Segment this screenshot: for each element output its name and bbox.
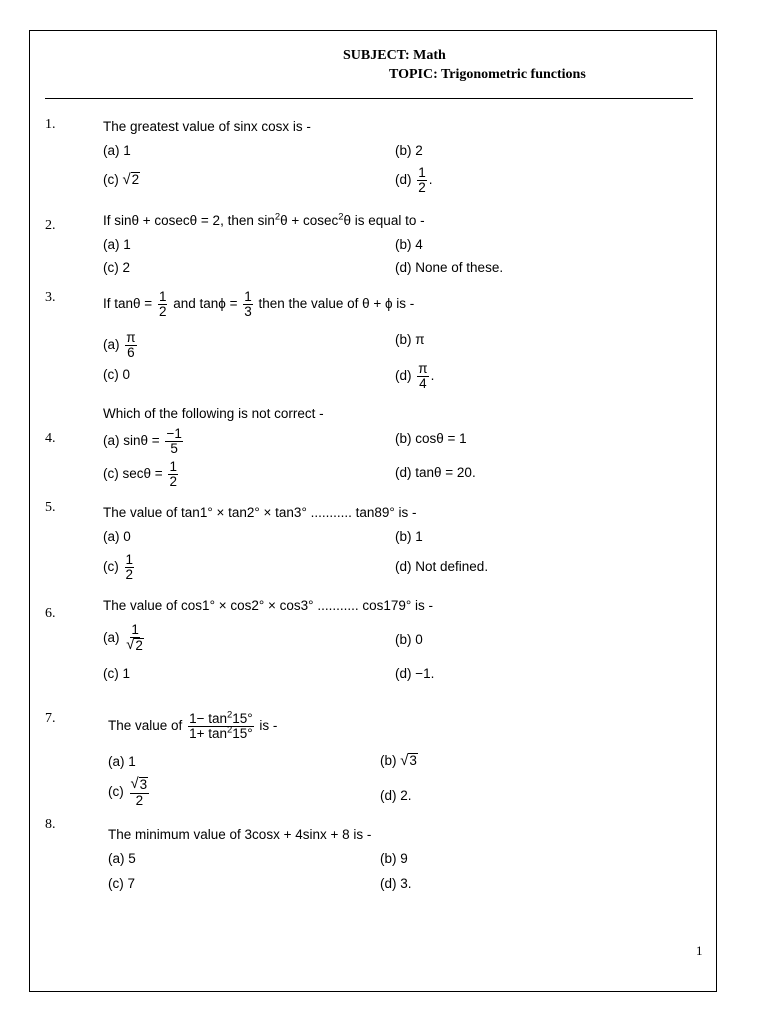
question-1-option-a: (a) 1 (103, 143, 131, 158)
question-4-option-b: (b) cosθ = 1 (395, 431, 467, 446)
question-8-option-c: (c) 7 (108, 876, 136, 891)
question-6-option-a: (a) 1 √ 2 (103, 622, 143, 654)
fraction: $\frac{1}{2}$ (158, 289, 167, 320)
sqrt-expression: √ 2 (126, 637, 143, 654)
fraction: $\frac{\pi}{6}$ (126, 330, 136, 361)
question-2-number: 2. (45, 218, 56, 233)
question-2-option-d: (d) None of these. (395, 260, 504, 275)
fraction: √ 3 2 (130, 776, 148, 808)
question-3-number: 3. (45, 290, 56, 305)
subject-heading: SUBJECT: Math (343, 48, 446, 63)
question-6-number: 6. (45, 606, 56, 621)
question-5-number: 5. (45, 500, 56, 515)
fraction: $\frac{1}{2}$ (418, 165, 426, 196)
question-2-stem: If sinθ + cosecθ = 2, then $\sin^2\theta + cosec^2\theta$ is equal to - (103, 211, 425, 228)
question-8-option-b: (b) 9 (380, 851, 408, 866)
question-6-option-c: (c) 1 (103, 666, 131, 681)
question-8-option-a: (a) 5 (108, 851, 136, 866)
question-6-stem: The value of cos1° × cos2° × cos3° ........... cos179° is - (103, 598, 433, 613)
fraction: $\frac{1}{2}$ (125, 552, 134, 583)
fraction: $\frac{1}{3}$ (244, 289, 252, 320)
question-7-option-c: (c) √ 3 2 (108, 776, 148, 808)
fraction: $\frac{\pi}{4}$ (418, 361, 428, 392)
sqrt-expression: √ 2 (122, 172, 140, 188)
question-7-option-b: (b) √ 3 (380, 753, 417, 769)
question-8-option-d: (d) 3. (380, 876, 412, 891)
question-4-number: 4. (45, 431, 56, 446)
fraction: $\frac{1}{2}$ (169, 459, 177, 490)
question-4-stem: Which of the following is not correct - (103, 406, 324, 421)
question-1-number: 1. (45, 117, 56, 132)
question-3-option-d: (d) $\frac{\pi}{4}$ . (395, 361, 435, 392)
question-5-option-a: (a) 0 (103, 529, 131, 544)
question-4-option-c: (c) secθ = $\frac{1}{2}$ (103, 459, 177, 490)
question-8-stem: The minimum value of 3cosx + 4sinx + 8 is - (108, 827, 372, 842)
question-5-option-c: (c) $\frac{1}{2}$ (103, 552, 134, 583)
header-rule (45, 98, 693, 99)
question-2-option-a: (a) 1 (103, 237, 131, 252)
question-7-option-d: (d) 2. (380, 788, 412, 803)
question-3-option-a: (a) $\frac{\pi}{6}$ (103, 330, 136, 361)
question-7-number: 7. (45, 711, 56, 726)
question-4-option-a: (a) sinθ = $\frac{-1}{5}$ (103, 426, 182, 457)
question-1-option-b: (b) 2 (395, 143, 423, 158)
fraction: $\frac{1- \tan^215^\circ}{1+ \tan^215^\circ}$ (189, 709, 253, 742)
question-3-option-c: (c) 0 (103, 367, 131, 382)
sqrt-expression: √ 3 (400, 753, 417, 769)
question-6-option-b: (b) 0 (395, 632, 423, 647)
fraction: $\frac{-1}{5}$ (166, 426, 182, 457)
question-7-stem: The value of $\frac{1- \tan^215^\circ}{1+ \tan^215^\circ}$ is - (108, 709, 278, 742)
question-3-stem: If tanθ = $\frac{1}{2}$ and tanϕ = $\frac{1}{3}$ then the value of θ + ϕ is - (103, 289, 415, 320)
topic-heading: TOPIC: Trigonometric functions (389, 67, 586, 82)
question-4-option-d: (d) tanθ = 20. (395, 465, 476, 480)
sqrt-expression: √ 3 (130, 776, 148, 792)
question-3-option-b: (b) π (395, 332, 425, 347)
question-2-option-b: (b) 4 (395, 237, 423, 252)
question-1-stem: The greatest value of sinx cosx is - (103, 119, 311, 134)
question-5-option-b: (b) 1 (395, 529, 423, 544)
page-number: 1 (696, 943, 703, 958)
question-5-stem: The value of tan1° × tan2° × tan3° ........... tan89° is - (103, 505, 417, 520)
question-1-option-c: (c) √ 2 (103, 172, 140, 188)
question-6-option-d: (d) −1. (395, 666, 435, 681)
question-1-option-d: (d) $\frac{1}{2}$ . (395, 165, 433, 196)
question-7-option-a: (a) 1 (108, 754, 136, 769)
question-5-option-d: (d) Not defined. (395, 559, 489, 574)
question-2-option-c: (c) 2 (103, 260, 131, 275)
fraction: 1 √ 2 (126, 622, 143, 654)
question-8-number: 8. (45, 817, 56, 832)
